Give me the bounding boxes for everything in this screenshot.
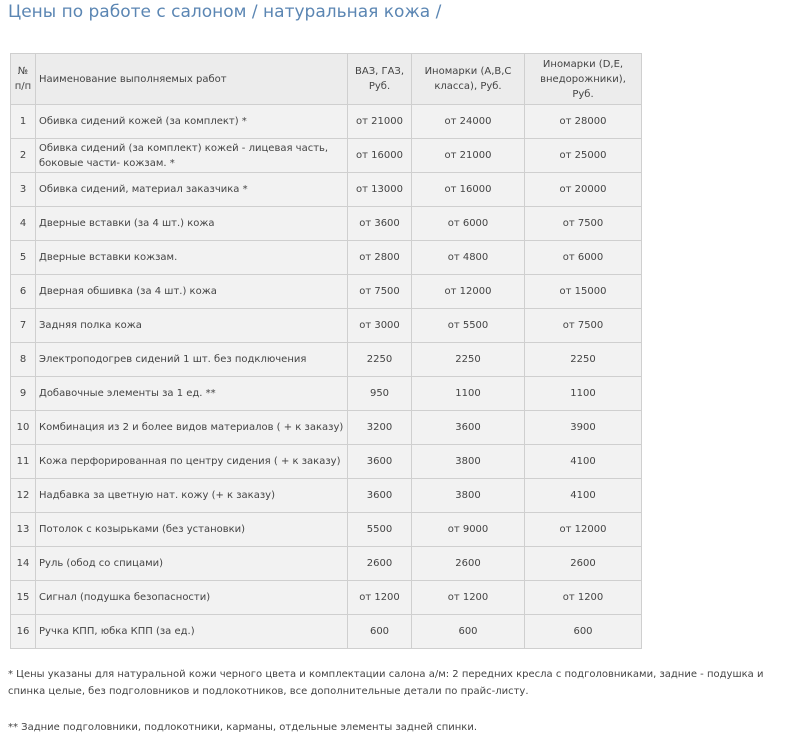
cell-price-vaz: от 16000	[348, 139, 412, 173]
cell-price-vaz: 3600	[348, 479, 412, 513]
cell-num: 15	[11, 581, 36, 615]
cell-price-foreign-de: от 7500	[525, 207, 642, 241]
cell-price-foreign-abc: 2250	[412, 343, 525, 377]
cell-price-foreign-abc: от 1200	[412, 581, 525, 615]
cell-price-foreign-abc: от 4800	[412, 241, 525, 275]
cell-work-name: Добавочные элементы за 1 ед. **	[36, 377, 348, 411]
cell-price-foreign-de: 600	[525, 615, 642, 649]
cell-num: 11	[11, 445, 36, 479]
table-row	[11, 513, 642, 547]
cell-work-name: Ручка КПП, юбка КПП (за ед.)	[36, 615, 348, 649]
cell-num: 3	[11, 173, 36, 207]
cell-price-foreign-de: от 1200	[525, 581, 642, 615]
table-row	[11, 309, 642, 343]
cell-work-name: Комбинация из 2 и более видов материалов ( + к заказу)	[36, 411, 348, 445]
table-row	[11, 241, 642, 275]
table-row	[11, 581, 642, 615]
footnote-2: ** Задние подголовники, подлокотники, карманы, отдельные элементы задней спинки.	[8, 722, 477, 733]
table-row	[11, 207, 642, 241]
cell-price-foreign-abc: от 12000	[412, 275, 525, 309]
cell-price-vaz: 5500	[348, 513, 412, 547]
cell-price-vaz: 600	[348, 615, 412, 649]
cell-num: 8	[11, 343, 36, 377]
price-table	[10, 53, 642, 649]
cell-price-vaz: 3200	[348, 411, 412, 445]
cell-num: 9	[11, 377, 36, 411]
cell-price-foreign-de: от 7500	[525, 309, 642, 343]
cell-num: 2	[11, 139, 36, 173]
header-foreign-abc: Иномарки (A,B,C класса), Руб.	[412, 54, 525, 105]
cell-work-name: Дверная обшивка (за 4 шт.) кожа	[36, 275, 348, 309]
cell-num: 14	[11, 547, 36, 581]
table-row	[11, 445, 642, 479]
cell-price-foreign-de: 2250	[525, 343, 642, 377]
cell-price-vaz: 950	[348, 377, 412, 411]
cell-num: 10	[11, 411, 36, 445]
table-row	[11, 547, 642, 581]
cell-price-vaz: 2600	[348, 547, 412, 581]
table-row	[11, 105, 642, 139]
cell-price-foreign-abc: 3600	[412, 411, 525, 445]
cell-num: 1	[11, 105, 36, 139]
cell-price-vaz: от 13000	[348, 173, 412, 207]
table-row	[11, 139, 642, 173]
cell-price-vaz: от 7500	[348, 275, 412, 309]
cell-work-name: Руль (обод со спицами)	[36, 547, 348, 581]
cell-price-vaz: 3600	[348, 445, 412, 479]
cell-price-foreign-de: от 6000	[525, 241, 642, 275]
cell-price-foreign-de: от 12000	[525, 513, 642, 547]
footnote-1: * Цены указаны для натуральной кожи черного цвета и комплектации салона а/м: 2 передних кресла с подголовниками, задние - подушка и спинка целые, без подголовников и подлокотников, все дополнительные детали по прайс-листу.	[8, 669, 764, 697]
cell-price-foreign-abc: 600	[412, 615, 525, 649]
cell-price-foreign-abc: 1100	[412, 377, 525, 411]
cell-price-foreign-abc: от 9000	[412, 513, 525, 547]
header-foreign-de: Иномарки (D,E, внедорожники), Руб.	[525, 54, 642, 105]
table-row	[11, 343, 642, 377]
table-header-row	[11, 54, 642, 105]
header-vaz: ВАЗ, ГАЗ, Руб.	[348, 54, 412, 105]
table-row	[11, 275, 642, 309]
cell-price-foreign-abc: 3800	[412, 479, 525, 513]
cell-work-name: Задняя полка кожа	[36, 309, 348, 343]
header-num: № п/п	[11, 54, 36, 105]
cell-price-foreign-de: 3900	[525, 411, 642, 445]
cell-work-name: Сигнал (подушка безопасности)	[36, 581, 348, 615]
cell-price-vaz: от 3600	[348, 207, 412, 241]
cell-price-foreign-abc: 3800	[412, 445, 525, 479]
cell-price-foreign-de: от 15000	[525, 275, 642, 309]
cell-price-vaz: 2250	[348, 343, 412, 377]
cell-work-name: Электроподогрев сидений 1 шт. без подключения	[36, 343, 348, 377]
cell-price-vaz: от 3000	[348, 309, 412, 343]
cell-price-vaz: от 1200	[348, 581, 412, 615]
cell-work-name: Обивка сидений (за комплект) кожей - лицевая часть, боковые части- кожзам. *	[36, 139, 348, 173]
cell-price-foreign-abc: от 16000	[412, 173, 525, 207]
cell-price-foreign-de: 1100	[525, 377, 642, 411]
cell-price-foreign-de: 2600	[525, 547, 642, 581]
cell-price-foreign-abc: от 24000	[412, 105, 525, 139]
cell-work-name: Кожа перфорированная по центру сидения ( + к заказу)	[36, 445, 348, 479]
cell-work-name: Обивка сидений, материал заказчика *	[36, 173, 348, 207]
cell-num: 5	[11, 241, 36, 275]
cell-price-foreign-de: от 20000	[525, 173, 642, 207]
cell-price-foreign-de: 4100	[525, 479, 642, 513]
cell-price-foreign-abc: от 21000	[412, 139, 525, 173]
cell-price-foreign-de: 4100	[525, 445, 642, 479]
cell-price-vaz: от 2800	[348, 241, 412, 275]
table-row	[11, 411, 642, 445]
cell-price-foreign-abc: от 6000	[412, 207, 525, 241]
cell-num: 4	[11, 207, 36, 241]
cell-price-foreign-abc: от 5500	[412, 309, 525, 343]
cell-num: 13	[11, 513, 36, 547]
cell-num: 16	[11, 615, 36, 649]
table-row	[11, 377, 642, 411]
cell-price-foreign-de: от 25000	[525, 139, 642, 173]
cell-work-name: Надбавка за цветную нат. кожу (+ к заказу)	[36, 479, 348, 513]
footnotes	[8, 666, 788, 736]
cell-num: 6	[11, 275, 36, 309]
cell-price-foreign-abc: 2600	[412, 547, 525, 581]
cell-work-name: Потолок с козырьками (без установки)	[36, 513, 348, 547]
cell-price-foreign-de: от 28000	[525, 105, 642, 139]
cell-work-name: Дверные вставки (за 4 шт.) кожа	[36, 207, 348, 241]
header-name: Наименование выполняемых работ	[36, 54, 348, 105]
cell-num: 7	[11, 309, 36, 343]
table-row	[11, 479, 642, 513]
table-row	[11, 615, 642, 649]
cell-num: 12	[11, 479, 36, 513]
cell-price-vaz: от 21000	[348, 105, 412, 139]
cell-work-name: Обивка сидений кожей (за комплект) *	[36, 105, 348, 139]
cell-work-name: Дверные вставки кожзам.	[36, 241, 348, 275]
page-title: Цены по работе с салоном / натуральная кожа /	[8, 2, 442, 22]
table-row	[11, 173, 642, 207]
